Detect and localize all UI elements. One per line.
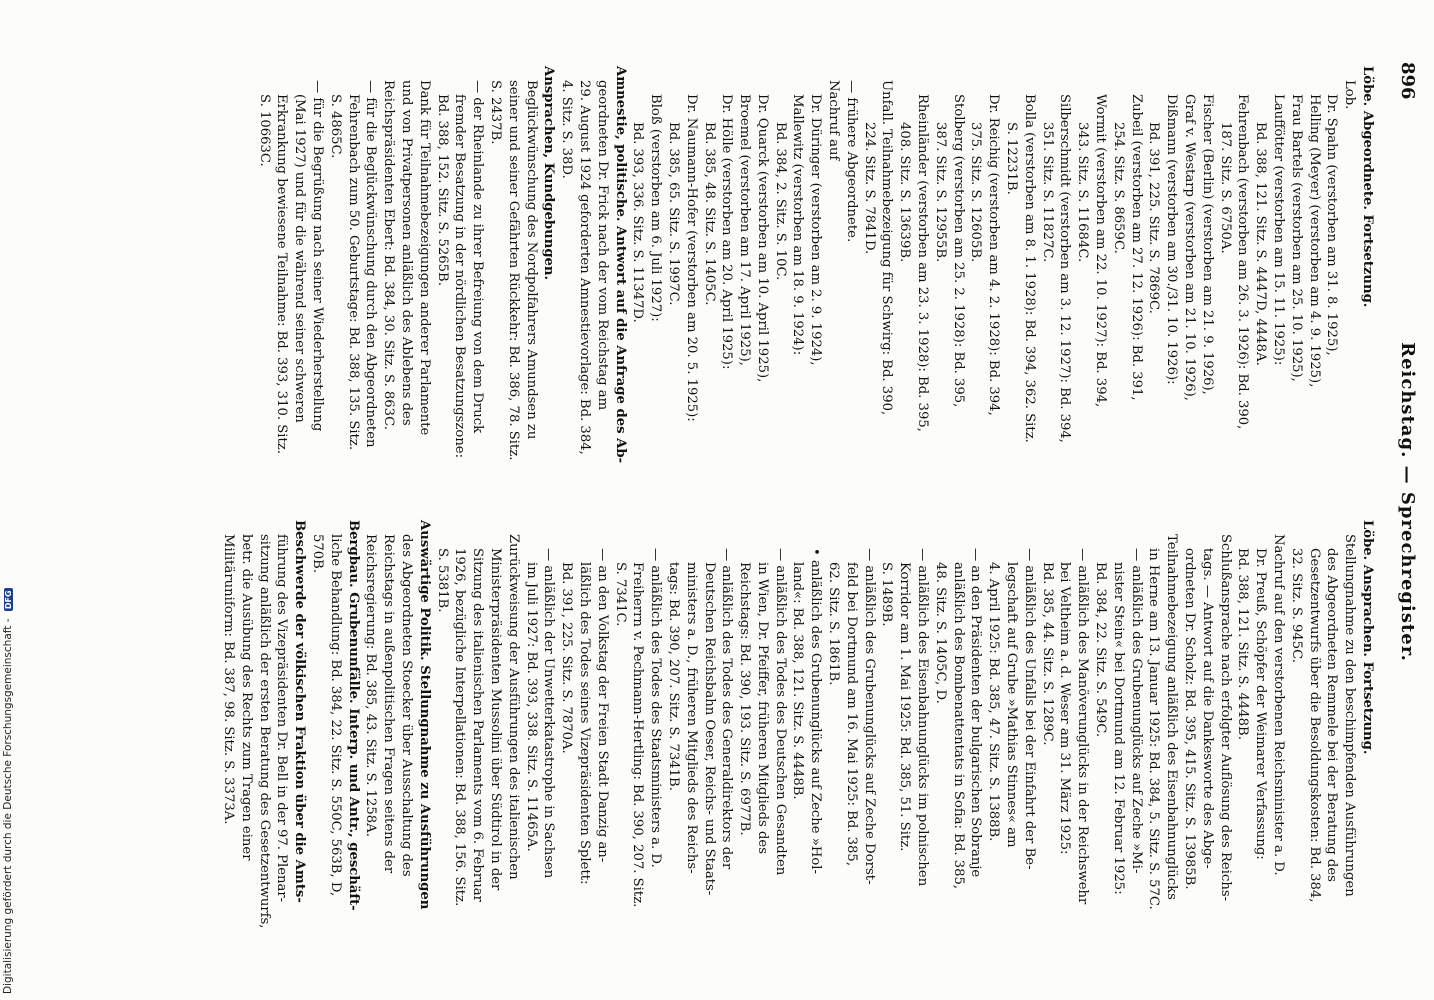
index-entry-line: Zurückweisung der Ausführungen des italienischen: [505, 534, 521, 880]
index-entry-line: S. 10663C.: [256, 94, 272, 167]
index-entry-line: 375. Sitz. S. 12605B.: [968, 122, 984, 263]
index-entry-line: Stolberg (verstorben am 25. 2. 1928): Bd. 395,: [950, 94, 966, 408]
index-entry-heading: Ansprachen, Kundgebungen.: [541, 66, 557, 281]
index-entry-line: Dr. Reichig (verstorben am 4. 2. 1928): Bd. 394,: [986, 94, 1002, 416]
index-entry-line: S. 4865C.: [327, 94, 343, 159]
index-entry-line: seiner und seiner Gefährten Rückkehr: Bd. 386, 78. Sitz.: [505, 80, 521, 461]
index-entry-line: Silberschmidt (verstorben am 3. 12. 1927): Bd. 394,: [1057, 94, 1073, 443]
right-column: [219, 520, 1376, 950]
index-entry-line: ministers a. D., früheren Mitglieds des Reichs-: [683, 562, 699, 874]
index-entry-line: Militäruniform: Bd. 387, 98. Sitz. S. 3373A.: [221, 534, 236, 825]
index-entry-line: — anläßlich des Todes des Staatsministers a. D.: [648, 548, 664, 868]
index-entry-line: Schlußansprache nach erfolgter Auflösung des Reichs-: [1217, 534, 1233, 902]
index-entry-line: Dank für Teilnahmebezeigungen anderer Parlamente: [416, 80, 432, 436]
index-entry-line: Bloß (verstorben am 6. Juli 1927):: [648, 94, 664, 322]
index-entry-line: Bd. 384, 22. Sitz. S. 549C.: [1093, 562, 1109, 738]
page-header: [1390, 62, 1424, 942]
index-entry-line: betr. die Ausübung des Rechts zum Tragen einer: [238, 534, 254, 861]
index-entry-line: S. 1489B.: [879, 562, 895, 627]
index-entry-line: feld bei Dortmund am 16. Mai 1925: Bd. 385,: [843, 562, 859, 867]
index-entry-line: in Wien, Dr. Pfeiffer, früheren Mitglieds des: [754, 562, 770, 855]
index-entry-line: läßlich des Todes seines Vizepräsidenten Splett:: [576, 562, 592, 885]
index-entry-line: Freiherrn v. Pechmann-Hertling: Bd. 390, 207. Sitz.: [630, 562, 646, 908]
index-entry-line: fremder Besatzung in der nördlichen Besatzungszone:: [452, 94, 468, 459]
index-entry-line: — anläßlich des Todes des Generaldirektors der: [719, 548, 735, 870]
index-entry-line: Dißmann (verstorben am 30./31. 10. 1926):: [1164, 94, 1180, 385]
index-entry-line: 187. Sitz. S. 6750A.: [1217, 122, 1233, 254]
index-entry-line: Deutschen Reichsbahn Oeser, Reichs- und Staats-: [701, 562, 717, 896]
index-entry-line: S. 2437B.: [487, 80, 503, 145]
index-entry-line: 4. Sitz. S. 38D.: [559, 80, 575, 179]
index-entry-line: Teilnahmebezeigung anläßlich des Eisenbahnunglücks: [1164, 534, 1180, 900]
index-entry-line: 254. Sitz. S. 8659C.: [1110, 122, 1126, 254]
index-entry-line: Gesetzentwurfs über die Besoldungskosten: Bd. 384,: [1306, 548, 1322, 903]
index-entry-line: Dr. Quarck (verstorben am 10. April 1925),: [754, 94, 770, 383]
index-entry-line: 62. Sitz. S. 1861B.: [826, 562, 842, 686]
index-entry-line: 408. Sitz. S. 13639B.: [897, 122, 913, 263]
digitization-credit: [2, 588, 14, 994]
index-entry-line: bei Veltheim a. d. Weser am 31. März 1925:: [1057, 562, 1073, 855]
index-entry-line: Ministerpräsidenten Mussolini über Südtirol in der: [487, 548, 503, 891]
index-entry-line: Helling (Meyer) (verstorben am 4. 9. 1925),: [1306, 94, 1322, 388]
index-entry-heading: Amnestie, politische. Antwort auf die Anfrage des Ab-: [612, 66, 628, 464]
index-entry-line: 224. Sitz. S. 7841D.: [861, 122, 877, 255]
index-entry-line: land«: Bd. 388, 121. Sitz. S. 4448B.: [790, 562, 806, 800]
index-entry-line: 570B.: [309, 534, 325, 574]
index-entry-line: — anläßlich des Eisenbahnunglücks im polnischen: [915, 548, 931, 887]
index-entry-heading: Löbe. Ansprachen. Fortsetzung.: [1360, 520, 1375, 755]
index-entry-line: Wormit (verstorben am 22. 10. 1927): Bd. 394,: [1093, 94, 1109, 408]
index-entry-line: Stellungnahme zu den beschimpfenden Ausführungen: [1342, 534, 1358, 897]
index-entry-line: Broemel (verstorben am 17. April 1925),: [737, 94, 753, 366]
index-entry-line: Sitzung des italienischen Parlaments vom 6. Februar: [470, 548, 486, 902]
index-entry-line: 29. August 1924 geforderten Amnestievorlage: Bd. 384,: [576, 80, 592, 455]
index-entry-line: Nachruf auf: [826, 80, 842, 161]
index-entry-line: 343. Sitz. S. 11684C.: [1075, 122, 1091, 263]
index-entry-line: 48. Sitz. S. 1405C, D.: [932, 562, 948, 704]
index-entry-line: (Mai 1927) und für die während seiner schweren: [292, 94, 308, 423]
index-entry-line: Reichsregierung: Bd. 385, 43. Sitz. S. 1258A.: [363, 534, 379, 837]
index-entry-line: S. 12231B.: [1004, 122, 1020, 195]
index-entry-line: Reichspräsidenten Ebert: Bd. 384, 30. Sitz. S. 863C.: [381, 80, 397, 430]
index-entry-line: Nachruf auf den verstorbenen Reichsminister a. D.: [1271, 534, 1287, 876]
index-entry-line: — frühere Abgeordnete.: [843, 80, 859, 243]
index-entry-line: — anläßlich der Unwetterkatastrophe in Sachsen: [541, 548, 557, 879]
index-entry-heading: Beschwerde der völkischen Fraktion über die Amts-: [292, 520, 308, 903]
index-entry-line: — für die Beglückwünschung durch den Abgeordneten: [363, 80, 379, 448]
index-entry-line: — anläßlich des Manöverunglücks in der Reichswehr: [1075, 548, 1091, 905]
index-entry-line: — anläßlich des Todes des Deutschen Gesandten: [772, 548, 788, 876]
index-entry-line: — an den Volkstag der Freien Stadt Danzig an-: [594, 548, 610, 863]
index-entry-line: legschaft auf Grube »Mathias Stinnes« am: [1004, 562, 1020, 848]
index-entry-line: Bd. 385, 65. Sitz. S. 1997C.: [665, 122, 681, 306]
index-entry-line: Korridor am 1. Mai 1925: Bd. 385, 51. Sitz.: [897, 562, 913, 852]
index-entry-heading: Löbe. Abgeordnete. Fortsetzung.: [1360, 66, 1375, 308]
index-entry-line: — anläßlich des Grubenunglücks auf Zeche Dorst-: [861, 548, 877, 885]
index-entry-line: Bd. 388, 121. Sitz. S. 4447D, 4448A.: [1253, 122, 1269, 366]
index-entry-heading: Bergbau. Grubenunfälle. Interp. und Antr., geschäft-: [345, 520, 361, 911]
index-entry-line: führung des Vizepräsidenten Dr. Bell in der 97. Plenar-: [274, 534, 290, 903]
index-entry-line: sitzung anläßlich der ersten Beratung des Gesetzentwurfs,: [256, 534, 272, 929]
index-entry-line: tags. — Antwort auf die Dankesworte des Abge-: [1199, 548, 1215, 869]
index-entry-line: liche Behandlung: Bd. 384, 22. Sitz. S. 550C, 563B, D,: [327, 534, 343, 897]
index-entry-line: im Juli 1927: Bd. 393, 338. Sitz. S. 11465A.: [523, 562, 539, 852]
index-entry-line: Dr. Preuß, Schöpfer der Weimarer Verfassung:: [1253, 548, 1269, 860]
index-entry-line: Lauffötter (verstorben am 15. 11. 1925):: [1271, 94, 1287, 366]
index-entry-line: — anläßlich des Unfalls bei der Einfahrt der Be-: [1021, 548, 1037, 870]
index-entry-line: 1926, bezügliche Interpellationen: Bd. 388, 156. Sitz.: [452, 548, 468, 907]
index-entry-line: Fehrenbach zum 50. Geburtstage: Bd. 388, 135. Sitz.: [345, 94, 361, 451]
index-entry-line: Bd. 385, 48. Sitz. S. 1405C.: [701, 122, 717, 306]
page-title: Reichstag. — Sprechregister.: [1397, 342, 1418, 662]
credit-text: Digitalisierung gefördert durch die Deutsche Forschungsgemeinschaft -: [2, 618, 14, 994]
index-entry-line: Bd. 384, 2. Sitz. S. 10C.: [772, 122, 788, 281]
index-entry-line: Beglückwünschung des Nordpolfahrers Amundsen zu: [523, 80, 539, 440]
index-entry-line: Bolla (verstorben am 8. 1. 1928): Bd. 394, 362. Sitz.: [1021, 94, 1037, 443]
index-entry-line: Bd. 391, 225. Sitz. S. 7870A.: [559, 562, 575, 754]
index-entry-line: Frau Bartels (verstorben am 25. 10. 1925),: [1288, 94, 1304, 382]
index-entry-line: — für die Begrüßung nach seiner Wiederherstellung: [309, 80, 325, 432]
dfg-logo-icon: DFG: [3, 590, 13, 610]
index-entry-line: 351. Sitz. S. 11827C.: [1039, 122, 1055, 263]
index-entry-line: Fehrenbach (verstorben am 26. 3. 1926): Bd. 390,: [1235, 94, 1251, 430]
index-entry-line: Bd. 393, 336. Sitz. S. 11347D.: [630, 122, 646, 323]
index-entry-line: Mallewitz (verstorben am 18. 9. 1924):: [790, 94, 806, 356]
index-entry-line: Lob.: [1342, 80, 1358, 110]
index-entry-line: 4. April 1925: Bd. 385, 47. Sitz. S. 1388B.: [986, 562, 1002, 842]
index-entry-line: Fischer (Berlin) (verstorben am 21. 9. 1926),: [1199, 94, 1215, 395]
index-entry-line: Graf v. Westarp (verstorben am 21. 10. 1926),: [1182, 94, 1198, 401]
index-entry-line: Bd. 388, 152. Sitz. S. 5265B.: [434, 94, 450, 286]
index-entry-line: Zubeil (verstorben am 27. 12. 1926): Bd. 391,: [1128, 94, 1144, 401]
index-entry-line: tags: Bd. 390, 207. Sitz. S. 7341B.: [665, 562, 681, 791]
index-entry-line: Dr. Naumann-Hofer (verstorben am 20. 5. 1925):: [683, 94, 699, 422]
index-entry-line: 387. Sitz. S. 12955B.: [932, 122, 948, 263]
index-entry-line: geordneten Dr. Frick nach der vom Reichstag am: [594, 80, 610, 411]
index-entry-line: ordneten Dr. Scholz: Bd. 395, 415. Sitz. S. 13985B.: [1182, 548, 1198, 890]
index-entry-line: Dr. Hölle (verstorben am 20. April 1925):: [719, 94, 735, 370]
index-entry-line: in Herne am 13. Januar 1925: Bd. 384, 5. Sitz. S. 57C.: [1146, 548, 1162, 910]
index-entry-line: — der Rheinlande zu ihrer Befreiung von dem Druck: [470, 80, 486, 434]
index-entry-line: • anläßlich des Grubenunglücks auf Zeche »Hol-: [808, 548, 824, 874]
index-entry-line: Bd. 391, 225. Sitz. S. 7869C.: [1146, 122, 1162, 314]
index-entry-line: Reichstags in außenpolitischen Fragen seitens der: [381, 534, 397, 874]
index-entry-line: Bd. 388, 121. Sitz. S. 4448B.: [1235, 548, 1251, 740]
index-entry-line: — anläßlich des Grubenunglücks auf Zeche »Mi-: [1128, 548, 1144, 874]
index-entry-line: 32. Sitz. S. 945C.: [1288, 548, 1304, 663]
index-entry-line: — an den Präsidenten der bulgarischen Sobranje: [968, 548, 984, 878]
left-column: [255, 66, 1376, 496]
index-entry-line: des Abgeordneten Stoecker über Ausschaltung des: [398, 534, 414, 877]
index-entry-line: Reichstags: Bd. 390, 193. Sitz. S. 6977B.: [737, 562, 753, 836]
index-entry-line: anläßlich des Bombenattentats in Sofia: Bd. 385,: [950, 562, 966, 890]
index-entry-line: Dr. Spahn (verstorben am 31. 8. 1925),: [1324, 94, 1340, 356]
index-entry-line: Erkrankung bewiesene Teilnahme: Bd. 393, 310. Sitz.: [274, 94, 290, 454]
index-entry-line: Unfall. Teilnahmebezeigung für Schwirg: Bd. 390,: [879, 80, 895, 416]
page-number: 896: [1397, 62, 1418, 100]
index-entry-line: Dr. Düringer (verstorben am 2. 9. 1924),: [808, 94, 824, 366]
index-entry-line: des Abgeordneten Remmele bei der Beratung des: [1324, 548, 1340, 882]
index-entry-line: S. 7341C.: [612, 562, 628, 627]
index-entry-line: Rheinländer (verstorben am 23. 3. 1928): Bd. 395,: [915, 94, 931, 432]
index-entry-line: S. 5381B.: [434, 548, 450, 613]
index-entry-line: und von Privatpersonen anläßlich des Ablebens des: [398, 80, 414, 426]
index-entry-heading: Auswärtige Politik. Stellungnahme zu Ausführungen: [416, 520, 432, 910]
index-entry-line: nister Stein« bei Dortmund am 12. Februar 1925:: [1110, 562, 1126, 895]
index-entry-line: Bd. 385, 44. Sitz. S. 1289C.: [1039, 562, 1055, 746]
